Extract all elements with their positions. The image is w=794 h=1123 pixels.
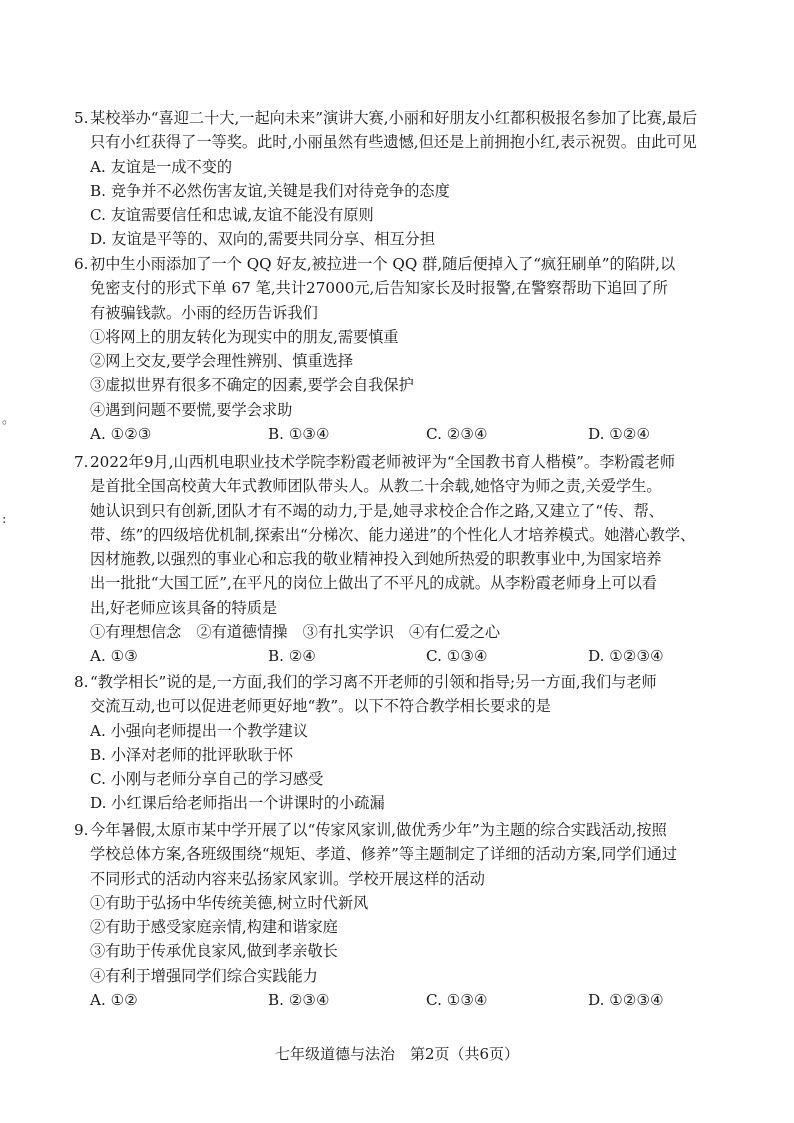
question-stem-line: 只有小红获得了一等奖。此时,小丽虽然有些遗憾,但还是上前拥抱小红,表示祝贺。由此可见 xyxy=(90,133,697,152)
question-stem-line: 今年暑假,太原市某中学开展了以“传家风家训,做优秀少年”为主题的综合实践活动,按照 xyxy=(90,821,667,839)
question-stem-line: 有被骗钱款。小雨的经历告诉我们 xyxy=(90,303,318,322)
choice-b: B. ②④ xyxy=(268,647,317,666)
choice-row xyxy=(74,988,724,1012)
option-a: A. 小强向老师提出一个教学建议 xyxy=(90,721,309,740)
choice-a: A. ①② xyxy=(90,991,138,1010)
statement-item: ①将网上的朋友转化为现实中的朋友,需要慎重 xyxy=(90,327,399,346)
statement-item: ②有助于感受家庭亲情,构建和谐家庭 xyxy=(90,918,338,937)
margin-mark: : xyxy=(2,512,7,527)
option-b: B. 小泽对老师的批评耿耿于怀 xyxy=(90,745,294,764)
question-stem-line: “教学相长”说的是,一方面,我们的学习离不开老师的引领和指导;另一方面,我们与老师 xyxy=(90,673,657,691)
question-stem-line: 某校举办“喜迎二十大,一起向未来”演讲大赛,小丽和好朋友小红都积极报名参加了比赛,最后 xyxy=(90,109,698,127)
question-number: 9. xyxy=(74,821,89,839)
question-stem-line: 2022年9月,山西机电职业技术学院李粉霞老师被评为“全国教书育人楷模”。李粉霞老师 xyxy=(90,453,676,471)
option-c: C. 友谊需要信任和忠诚,友谊不能没有原则 xyxy=(90,206,374,225)
statement-item: ③虚拟世界有很多不确定的因素,要学会自我保护 xyxy=(90,376,414,395)
choice-row xyxy=(74,422,724,446)
statement-item: ④遇到问题不要慌,要学会求助 xyxy=(90,400,293,419)
question-number: 6. xyxy=(74,255,89,273)
option-c: C. 小刚与老师分享自己的学习感受 xyxy=(90,770,324,789)
choice-b: B. ②③④ xyxy=(268,991,330,1010)
margin-mark: 。 xyxy=(2,412,16,427)
choice-c: C. ②③④ xyxy=(426,425,488,444)
page-footer: 七年级道德与法治 第2页（共6页） xyxy=(274,1045,520,1063)
question-9 xyxy=(74,818,724,1012)
choice-d: D. ①②③④ xyxy=(588,647,664,666)
choice-d: D. ①②③④ xyxy=(588,991,664,1010)
question-stem-line: 因材施教,以强烈的事业心和忘我的敬业精神投入到她所热爱的职教事业中,为国家培养 xyxy=(90,550,662,569)
statement-item: ②网上交友,要学会理性辨别、慎重选择 xyxy=(90,352,354,371)
question-stem-line: 免密支付的形式下单 67 笔,共计27000元,后告知家长及时报警,在警察帮助下追回了所 xyxy=(90,279,668,298)
question-stem-line: 初中生小雨添加了一个 QQ 好友,被拉进一个 QQ 群,随后便掉入了“疯狂刷单”的陷阱,以 xyxy=(90,255,676,273)
choice-c: C. ①③④ xyxy=(426,647,488,666)
choice-d: D. ①②④ xyxy=(588,425,651,444)
choice-a: A. ①③ xyxy=(90,647,138,666)
question-stem-line: 不同形式的活动内容来弘扬家风家训。学校开展这样的活动 xyxy=(90,869,485,888)
question-5 xyxy=(74,106,724,252)
question-number: 8. xyxy=(74,673,89,691)
statement-item: ①有助于弘扬中华传统美德,树立时代新风 xyxy=(90,893,369,912)
question-7 xyxy=(74,450,724,669)
option-a: A. 友谊是一成不变的 xyxy=(90,157,233,176)
question-stem-line: 带、练”的四级培优机制,探索出“分梯次、能力递进”的个性化人才培养模式。她潜心教学、 xyxy=(90,525,696,544)
question-number: 7. xyxy=(74,453,89,471)
statement-items-line: ①有理想信念 ②有道德情操 ③有扎实学识 ④有仁爱之心 xyxy=(90,623,501,642)
question-stem-line: 出一批批“大国工匠”,在平凡的岗位上做出了不平凡的成就。从李粉霞老师身上可以看 xyxy=(90,574,658,593)
choice-a: A. ①②③ xyxy=(90,425,152,444)
choice-b: B. ①③④ xyxy=(268,425,330,444)
option-b: B. 竞争并不必然伤害友谊,关键是我们对待竞争的态度 xyxy=(90,181,450,200)
question-stem-line: 出,好老师应该具备的特质是 xyxy=(90,598,278,617)
question-8 xyxy=(74,670,724,816)
statement-item: ④有利于增强同学们综合实践能力 xyxy=(90,966,318,985)
question-stem-line: 学校总体方案,各班级围绕“规矩、孝道、修养”等主题制定了详细的活动方案,同学们通过 xyxy=(90,845,678,864)
question-number: 5. xyxy=(74,109,89,127)
option-d: D. 小红课后给老师指出一个讲课时的小疏漏 xyxy=(90,794,385,813)
question-stem-line: 是首批全国高校黄大年式教师团队带头人。从教二十余载,她恪守为师之责,关爱学生。 xyxy=(90,477,662,496)
option-d: D. 友谊是平等的、双向的,需要共同分享、相互分担 xyxy=(90,230,436,249)
choice-row xyxy=(74,644,724,668)
question-6 xyxy=(74,252,724,446)
choice-c: C. ①③④ xyxy=(426,991,488,1010)
question-stem-line: 交流互动,也可以促进老师更好地“教”。以下不符合教学相长要求的是 xyxy=(90,697,551,716)
question-stem-line: 她认识到只有创新,团队才有不竭的动力,于是,她寻求校企合作之路,又建立了“传、帮、 xyxy=(90,501,664,520)
statement-item: ③有助于传承优良家风,做到孝亲敬长 xyxy=(90,942,338,961)
